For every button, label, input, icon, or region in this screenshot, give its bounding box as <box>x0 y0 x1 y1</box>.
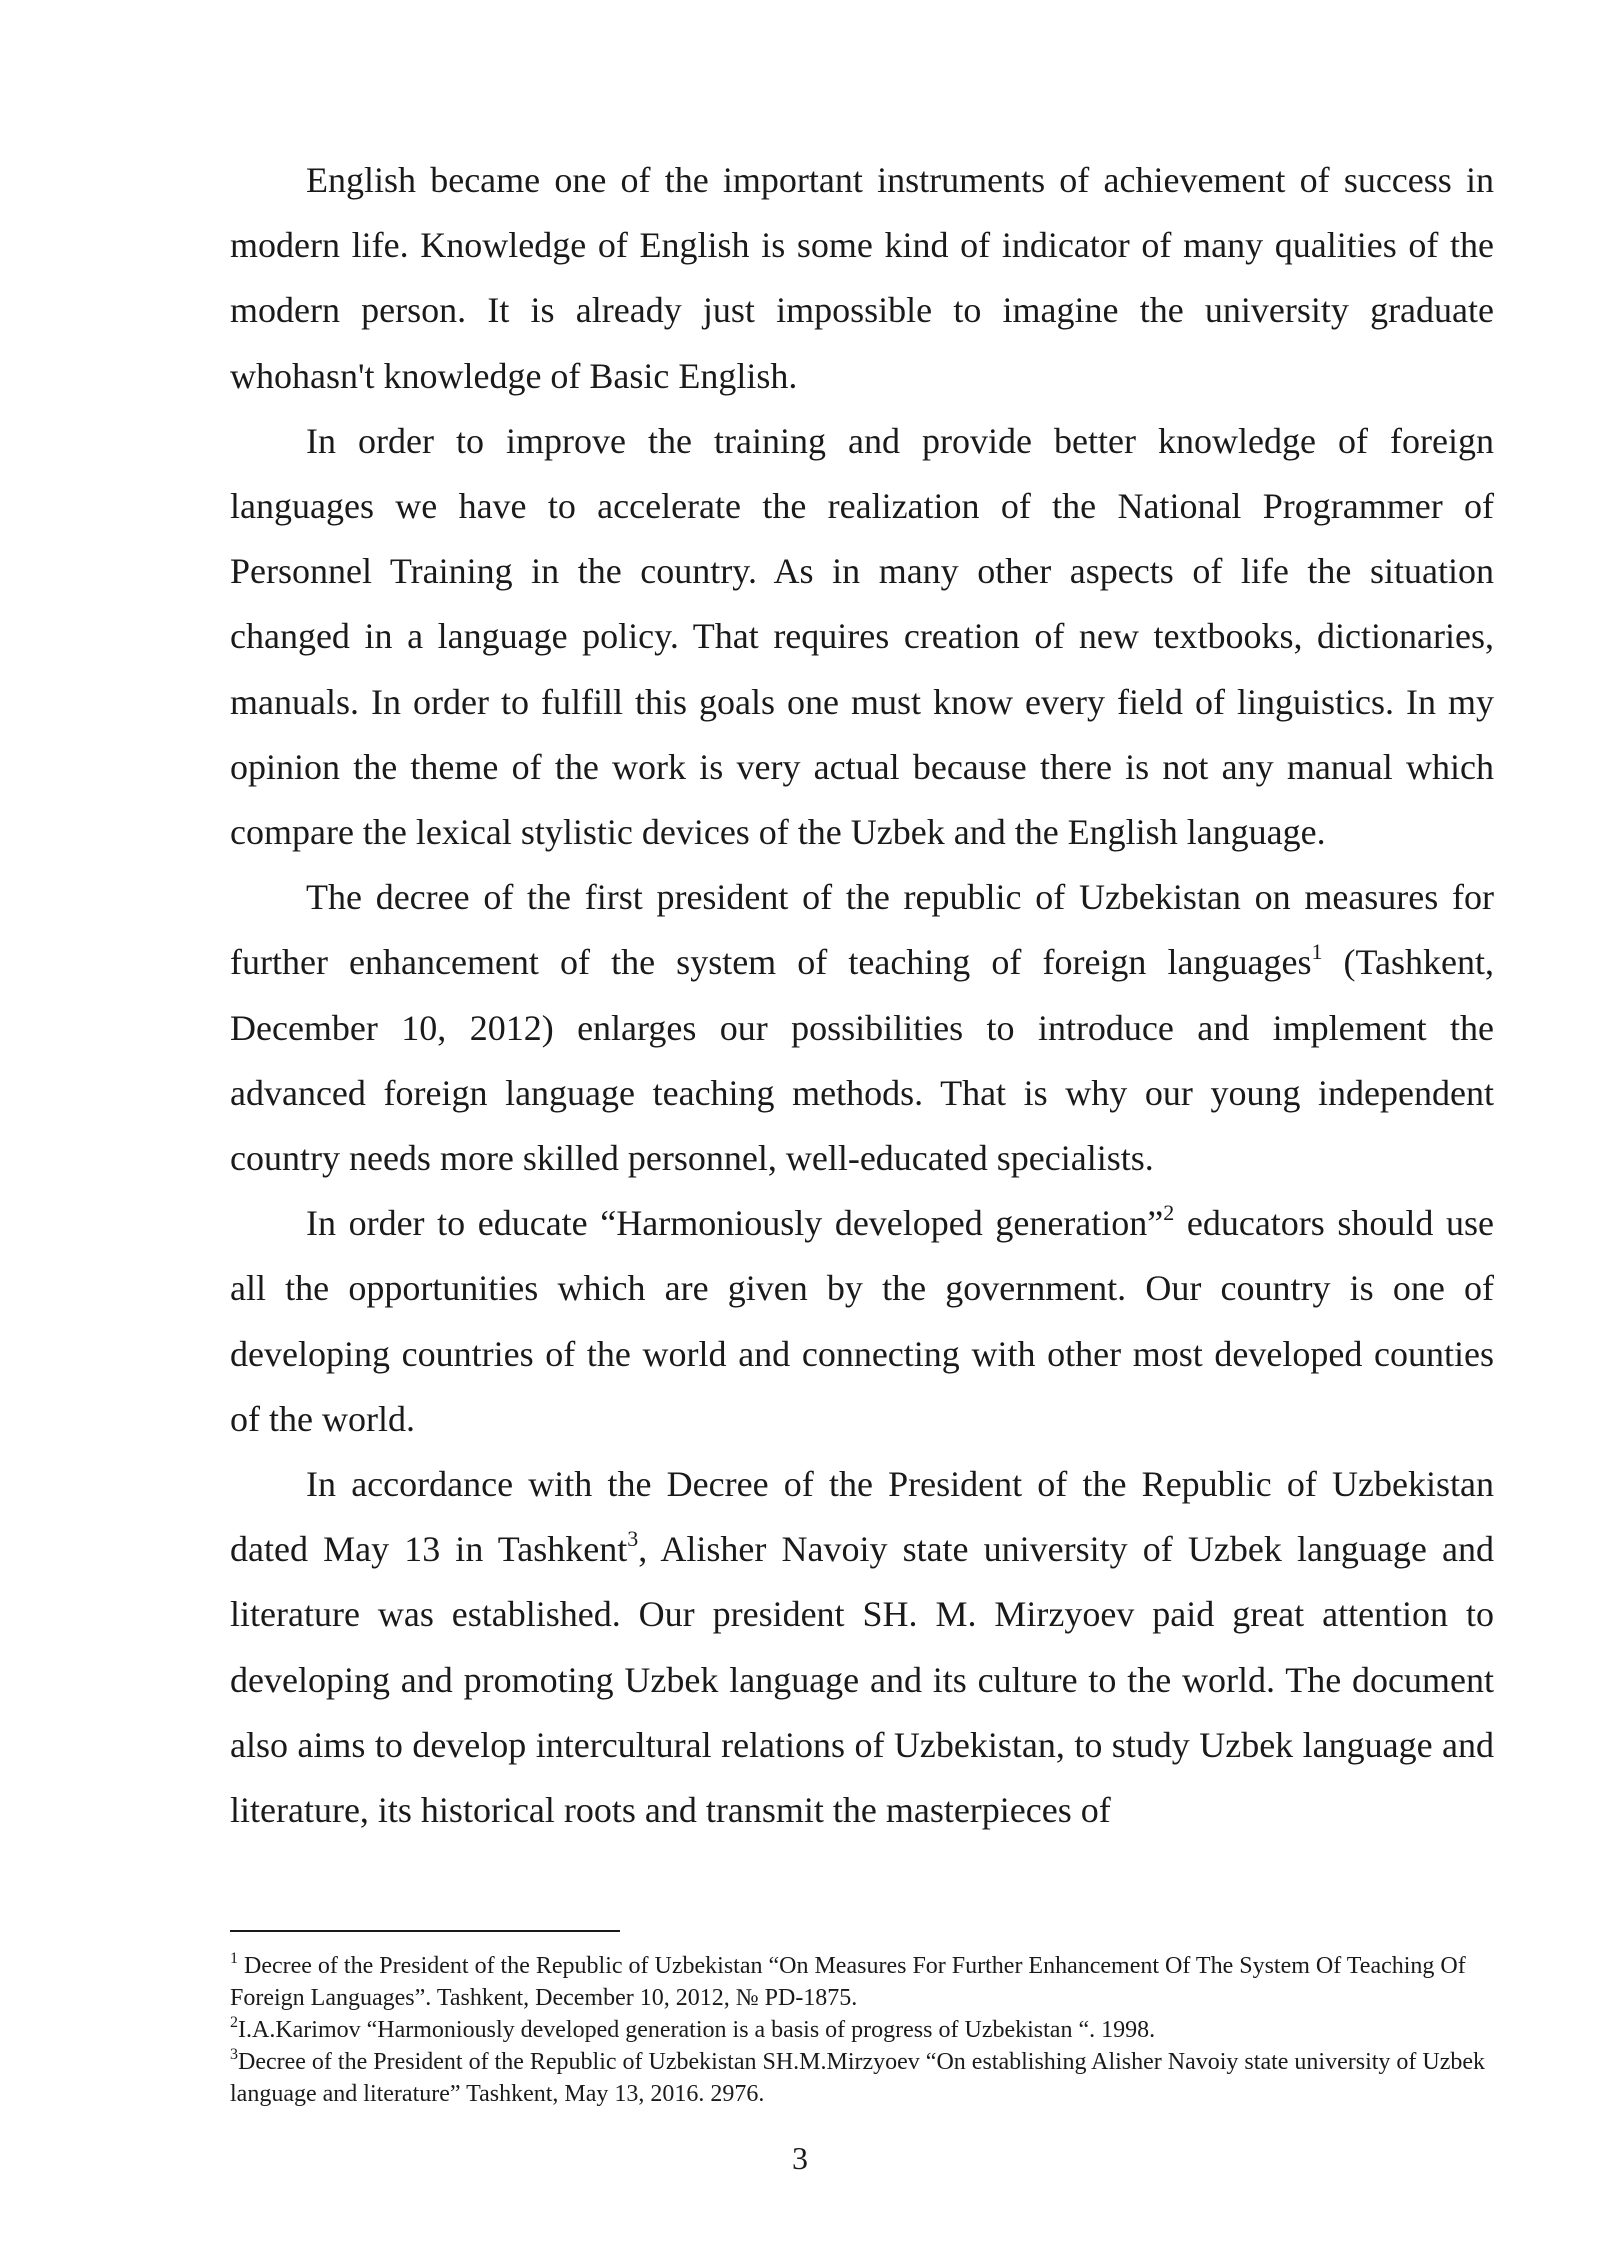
paragraph-text: In accordance with the Decree of the President of the Republic of Uzbekistan dated May 13 in Tashkent <box>230 1464 1494 1570</box>
footnote-item <box>230 2014 1494 2046</box>
paragraph-text: In order to improve the training and provide better knowledge of foreign languages we have to accelerate the realization of the National Programmer of Personnel Training in the country. As in many other aspects of life the situation changed in a language policy. That requires creation of new textbooks, dictionaries, manuals. In order to fulfill this goals one must know every field of linguistics. In my opinion the theme of the work is very actual because there is not any manual which compare the lexical stylistic devices of the Uzbek and the English language. <box>230 420 1494 853</box>
paragraph-text: In order to educate “Harmoniously developed generation” <box>306 1203 1164 1244</box>
paragraph-navoiy-university <box>230 1452 1494 1843</box>
footnote-reference[interactable]: 1 <box>1311 939 1323 965</box>
document-body <box>230 148 1494 1843</box>
paragraph-language-training <box>230 409 1494 865</box>
footnote-item <box>230 2046 1494 2110</box>
paragraph-harmonious-generation <box>230 1191 1494 1452</box>
paragraph-text: (Tashkent, December 10, 2012) enlarges our possibilities to introduce and implement the advanced foreign language teaching methods. That is why our young independent country needs more skilled personnel, well-educated specialists. <box>230 942 1494 1179</box>
paragraph-text: , Alisher Navoiy state university of Uzbek language and literature was established. Our president SH. M. Mirzyoev paid great attention to developing and promoting Uzbek language and its culture to the world. The document also aims to develop intercultural relations of Uzbekistan, to study Uzbek language and literature, its historical roots and transmit the masterpieces of <box>230 1529 1494 1831</box>
footnote-number: 3 <box>230 2046 238 2063</box>
footnote-text: Decree of the President of the Republic of Uzbekistan SH.M.Mirzyoev “On establishing Alisher Navoiy state university of Uzbek language and literature” Tashkent, May 13, 2016. 2976. <box>230 2049 1486 2107</box>
footnote-text: Decree of the President of the Republic of Uzbekistan “On Measures For Further Enhancement Of The System Of Teaching Of Foreign Languages”. Tashkent, December 10, 2012, № PD-1875. <box>230 1953 1466 2011</box>
paragraph-text: The decree of the first president of the republic of Uzbekistan on measures for further enhancement of the system of teaching of foreign languages <box>230 877 1494 983</box>
paragraph-text: English became one of the important instruments of achievement of success in modern life. Knowledge of English is some kind of indicator of many qualities of the modern person. It is already just impossible to imagine the university graduate whohasn't knowledge of Basic English. <box>230 160 1494 396</box>
footnote-item <box>230 1950 1494 2014</box>
paragraph-text: educators should use all the opportunities which are given by the government. Our country is one of developing countries of the world and connecting with other most developed counties of the world. <box>230 1203 1494 1439</box>
footnote-reference[interactable]: 2 <box>1163 1200 1175 1226</box>
footnotes <box>230 1950 1494 2110</box>
paragraph-decree-foreign-languages <box>230 865 1494 1191</box>
footnote-separator <box>230 1930 620 1932</box>
footnote-number: 2 <box>230 2014 238 2031</box>
footnote-text: I.A.Karimov “Harmoniously developed generation is a basis of progress of Uzbekistan “. 1998. <box>238 2017 1156 2043</box>
paragraph-english-importance <box>230 148 1494 409</box>
footnote-reference[interactable]: 3 <box>627 1526 639 1552</box>
footnote-number: 1 <box>230 1950 238 1967</box>
page-number: 3 <box>792 2140 808 2176</box>
